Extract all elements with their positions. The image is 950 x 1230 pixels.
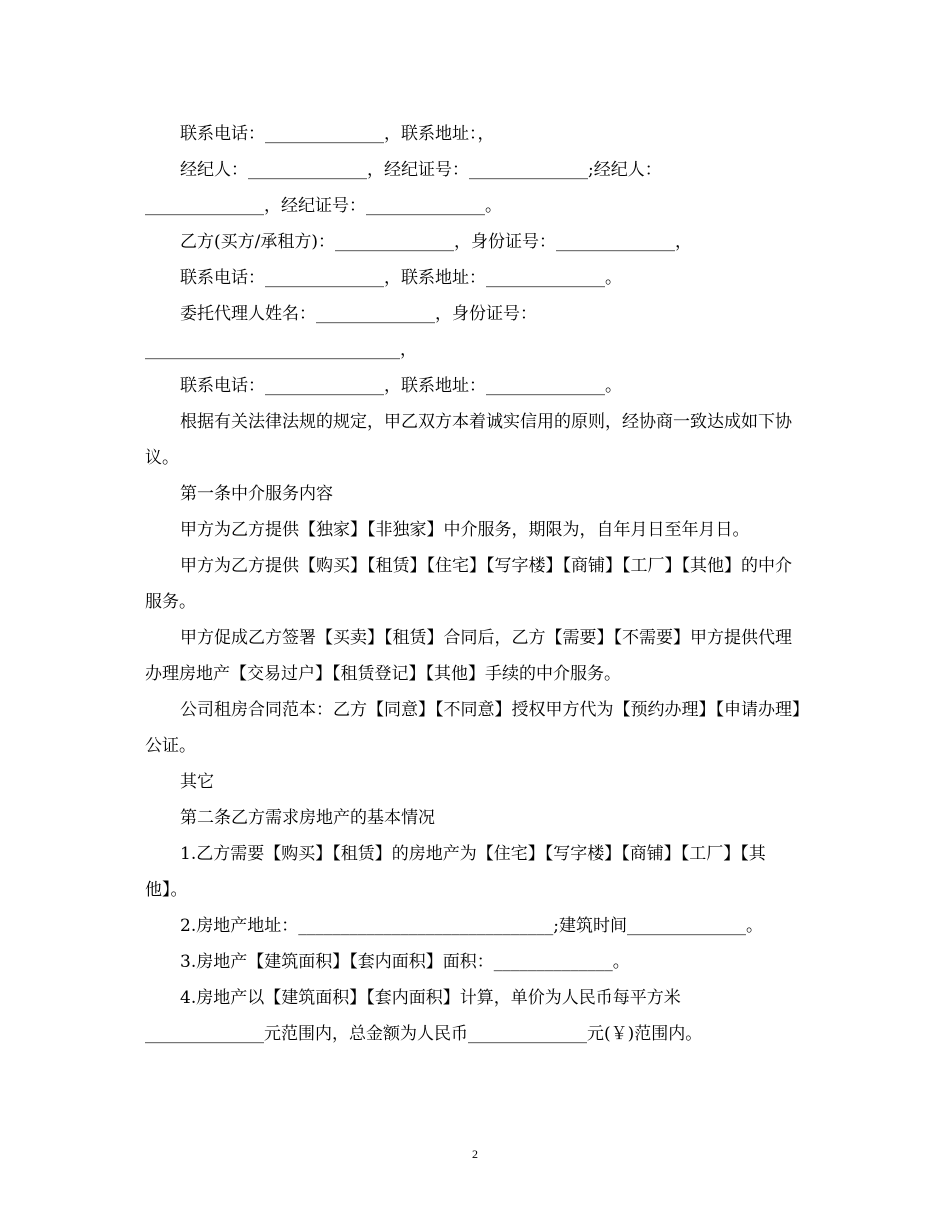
paragraph-other: 其它: [180, 772, 214, 792]
paragraph-contact-3: 联系电话：______________，联系地址：______________。: [180, 376, 622, 396]
list-item-4-continued: ______________元范围内，总金额为人民币______________元(￥)范围内。: [145, 1024, 703, 1044]
paragraph-agent-1: 经纪人：______________，经纪证号：______________;经纪人：: [180, 160, 662, 180]
document-body: [145, 116, 805, 1052]
paragraph-proxy: 委托代理人姓名：______________，身份证号：: [180, 304, 537, 324]
list-item-3: 3.房地产【建筑面积】【套内面积】面积：______________。: [180, 952, 630, 972]
paragraph-service-term: 甲方为乙方提供【独家】【非独家】中介服务，期限为，自年月日至年月日。: [180, 520, 750, 540]
paragraph-contact-2: 联系电话：______________，联系地址：______________。: [180, 268, 622, 288]
paragraph-party-b: 乙方(买方/承租方)：______________，身份证号：______________，: [180, 232, 692, 252]
paragraph-preamble: 根据有关法律法规的规定，甲乙双方本着诚实信用的原则，经协商一致达成如下协议。: [145, 412, 792, 468]
paragraph-agency-procedure: 甲方促成乙方签署【买卖】【租赁】合同后，乙方【需要】【不需要】甲方提供代理办理房地产【交易过户】【租赁登记】【其他】手续的中介服务。: [145, 628, 792, 684]
paragraph-contact-1: 联系电话：______________，联系地址：，: [180, 124, 495, 144]
paragraph-agent-2: ______________，经纪证号：______________。: [145, 196, 502, 216]
page-number: 2: [472, 1147, 478, 1161]
list-item-2: 2.房地产地址：______________________________;建筑时间______________。: [180, 916, 763, 936]
paragraph-notarization: 公司租房合同范本：乙方【同意】【不同意】授权甲方代为【预约办理】【申请办理】公证。: [145, 700, 801, 756]
paragraph-proxy-id: ______________________________，: [145, 340, 417, 360]
list-item-4: 4.房地产以【建筑面积】【套内面积】计算，单价为人民币每平方米: [180, 988, 681, 1008]
section-heading-2: 第二条乙方需求房地产的基本情况: [180, 808, 435, 828]
list-item-1: 1.乙方需要【购买】【租赁】的房地产为【住宅】【写字楼】【商铺】【工厂】【其他】。: [145, 844, 766, 900]
paragraph-service-type: 甲方为乙方提供【购买】【租赁】【住宅】【写字楼】【商铺】【工厂】【其他】的中介服务。: [145, 556, 792, 612]
section-heading-1: 第一条中介服务内容: [180, 484, 333, 504]
